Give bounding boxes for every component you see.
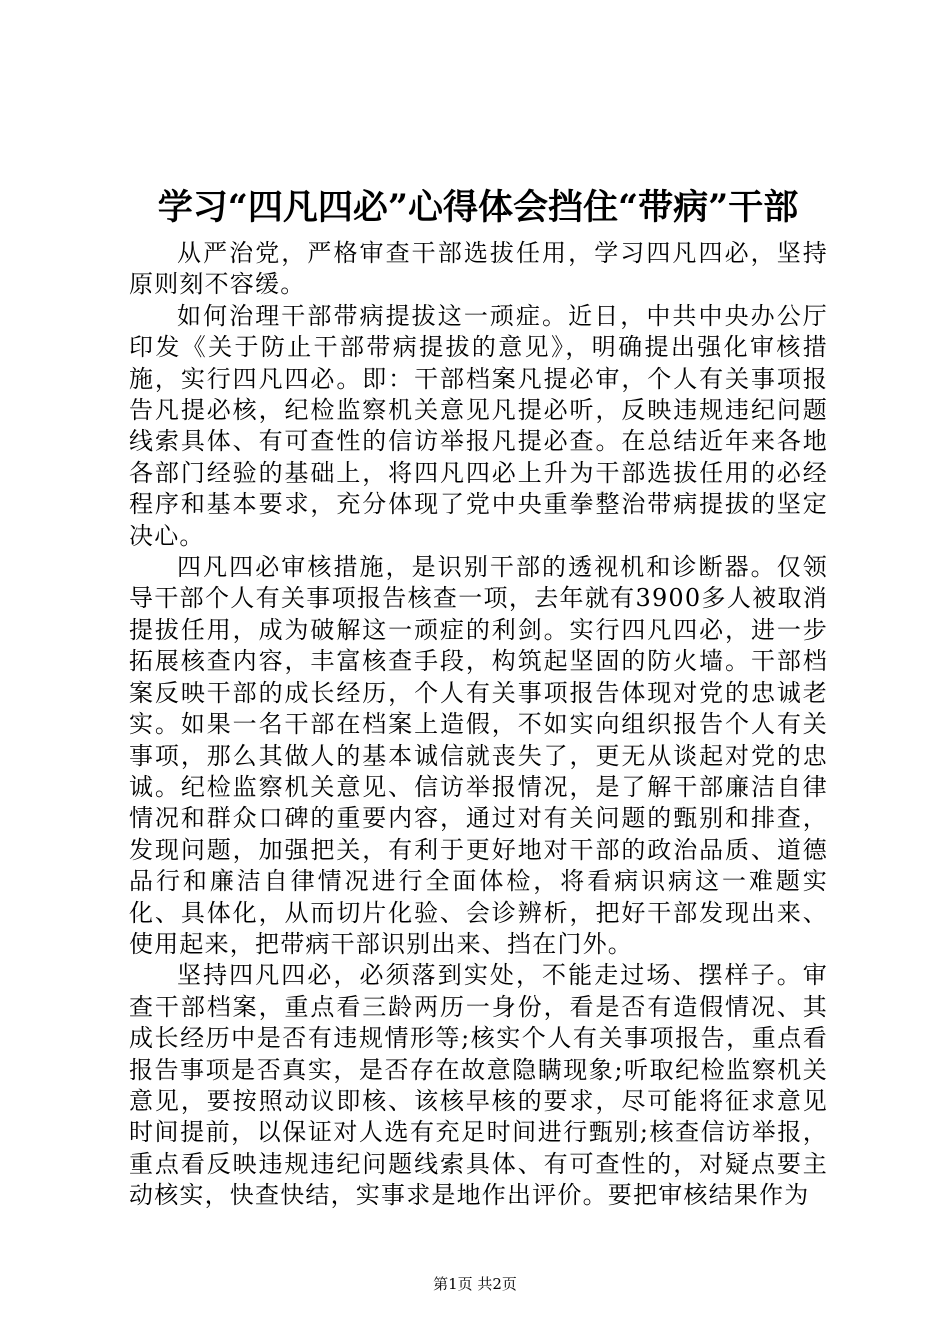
paragraph: 从严治党，严格审查干部选拔任用，学习四凡四必，坚持原则刻不容缓。: [129, 239, 828, 299]
document-body: [129, 238, 828, 1212]
page-number-footer: 第1页 共2页: [433, 1275, 517, 1293]
document-title: 学习“四凡四必”心得体会挡住“带病”干部: [157, 187, 799, 228]
paragraph: 如何治理干部带病提拔这一顽症。近日，中共中央办公厅印发《关于防止干部带病提拔的意见》，明确提出强化审核措施，实行四凡四必。即：干部档案凡提必审，个人有关事项报告凡提必核，纪检监察机关意见凡提必听，反映违规违纪问题线索具体、有可查性的信访举报凡提必查。在总结近年来各地各部门经验的基础上，将四凡四必上升为干部选拔任用的必经程序和基本要求，充分体现了党中央重拳整治带病提拔的坚定决心。: [129, 301, 828, 550]
paragraph: 四凡四必审核措施，是识别干部的透视机和诊断器。仅领导干部个人有关事项报告核查一项，去年就有3900多人被取消提拔任用，成为破解这一顽症的利剑。实行四凡四必，进一步拓展核查内容，丰富核查手段，构筑起坚固的防火墙。干部档案反映干部的成长经历，个人有关事项报告体现对党的忠诚老实。如果一名干部在档案上造假，不如实向组织报告个人有关事项，那么其做人的基本诚信就丧失了，更无从谈起对党的忠诚。纪检监察机关意见、信访举报情况，是了解干部廉洁自律情况和群众口碑的重要内容，通过对有关问题的甄别和排查，发现问题，加强把关，有利于更好地对干部的政治品质、道德品行和廉洁自律情况进行全面体检，将看病识病这一难题实化、具体化，从而切片化验、会诊辨析，把好干部发现出来、使用起来，把带病干部识别出来、挡在门外。: [129, 553, 828, 958]
paragraph: 坚持四凡四必，必须落到实处，不能走过场、摆样子。审查干部档案，重点看三龄两历一身份，看是否有造假情况、其成长经历中是否有违规情形等;核实个人有关事项报告，重点看报告事项是否真实，是否存在故意隐瞒现象;听取纪检监察机关意见，要按照动议即核、该核早核的要求，尽可能将征求意见时间提前，以保证对人选有充足时间进行甄别;核查信访举报，重点看反映违规违纪问题线索具体、有可查性的，对疑点要主动核实，快查快结，实事求是地作出评价。要把审核结果作为: [129, 961, 828, 1210]
